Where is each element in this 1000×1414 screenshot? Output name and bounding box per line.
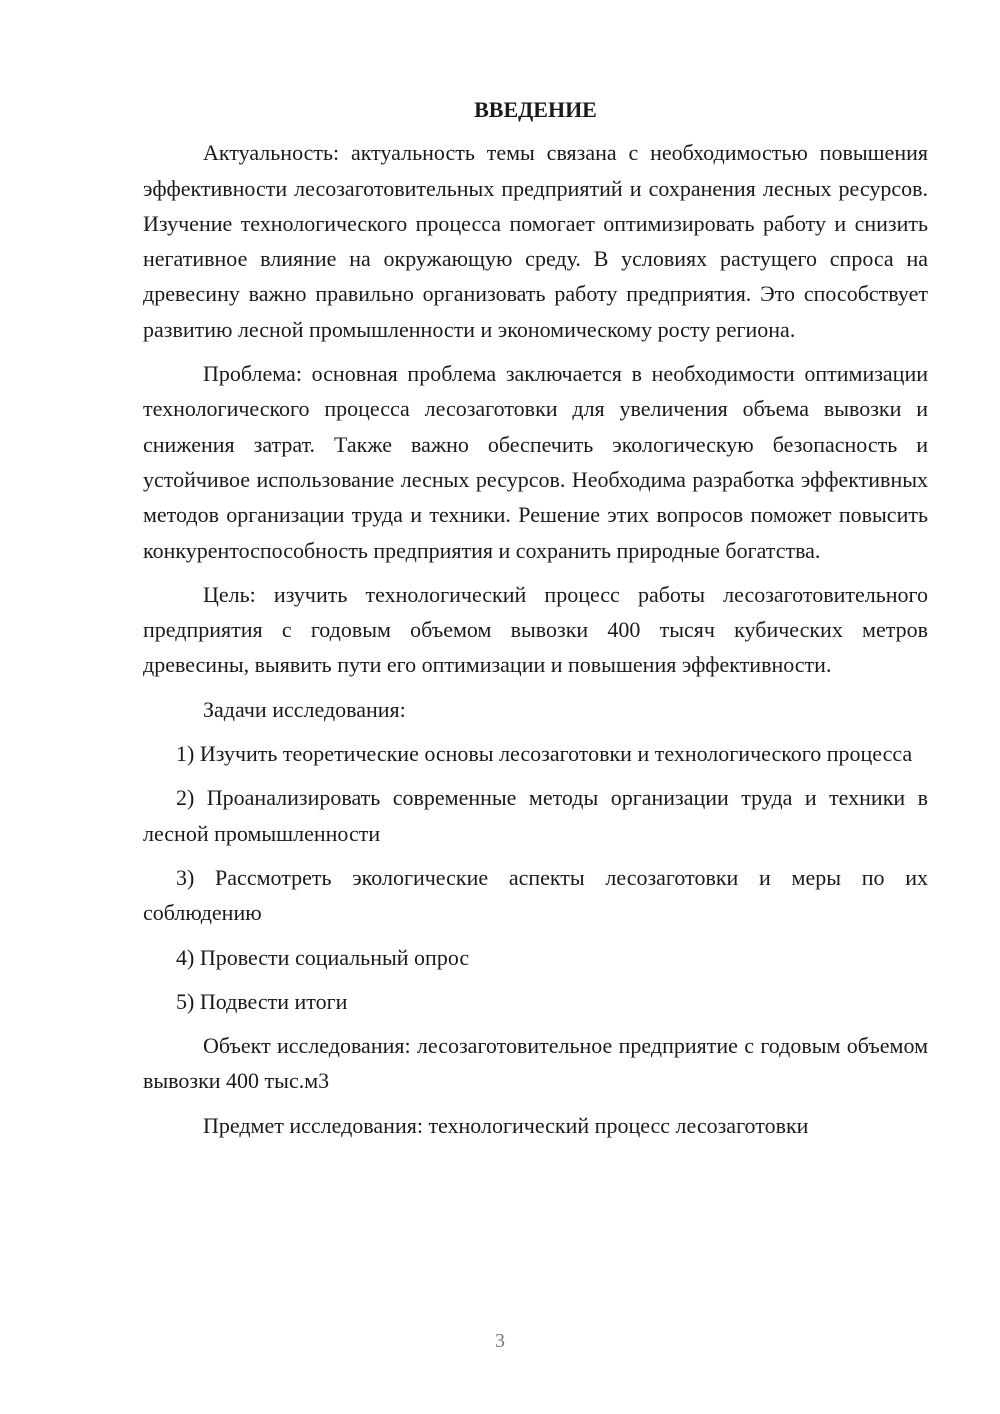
goal-paragraph: Цель: изучить технологический процесс работы лесозаготовительного предприятия с годовым объемом вывозки 400 тысяч кубических метров древесины, выявить пути его оптимизации и повышения эффективности. (143, 581, 928, 678)
task-item-2: 2) Проанализировать современные методы организации труда и техники в лесной промышленности (143, 785, 928, 846)
tasks-heading: Задачи исследования: (203, 696, 406, 722)
document-page (143, 92, 928, 1143)
page-number: 3 (495, 1330, 505, 1352)
research-subject-paragraph: Предмет исследования: технологический процесс лесозаготовки (203, 1112, 809, 1138)
task-item-4: 4) Провести социальный опрос (176, 944, 470, 970)
relevance-paragraph: Актуальность: актуальность темы связана с необходимостью повышения эффективности лесозаготовительных предприятий и сохранения лесных ресурсов. Изучение технологического процесса помогает оптимизировать работу и снизить негативное влияние на окружающую среду. В условиях растущего спроса на древесину важно правильно организовать работу предприятия. Это способствует развитию лесной промышленности и экономическому росту региона. (143, 140, 928, 342)
task-item-3: 3) Рассмотреть экологические аспекты лесозаготовки и меры по их соблюдению (143, 864, 928, 926)
task-item-5: 5) Подвести итоги (176, 988, 348, 1014)
section-title: ВВЕДЕНИЕ (474, 97, 597, 122)
research-object-paragraph: Объект исследования: лесозаготовительное предприятие с годовым объемом вывозки 400 тыс.м3 (143, 1033, 928, 1094)
task-item-1: 1) Изучить теоретические основы лесозаготовки и технологического процесса (176, 741, 913, 767)
problem-paragraph: Проблема: основная проблема заключается в необходимости оптимизации технологического процесса лесозаготовки для увеличения объема вывозки и снижения затрат. Также важно обеспечить экологическую безопасность и устойчивое использование лесных ресурсов. Необходима разработка эффективных методов организации труда и техники. Решение этих вопросов поможет повысить конкурентоспособность предприятия и сохранить природные богатства. (143, 361, 928, 563)
